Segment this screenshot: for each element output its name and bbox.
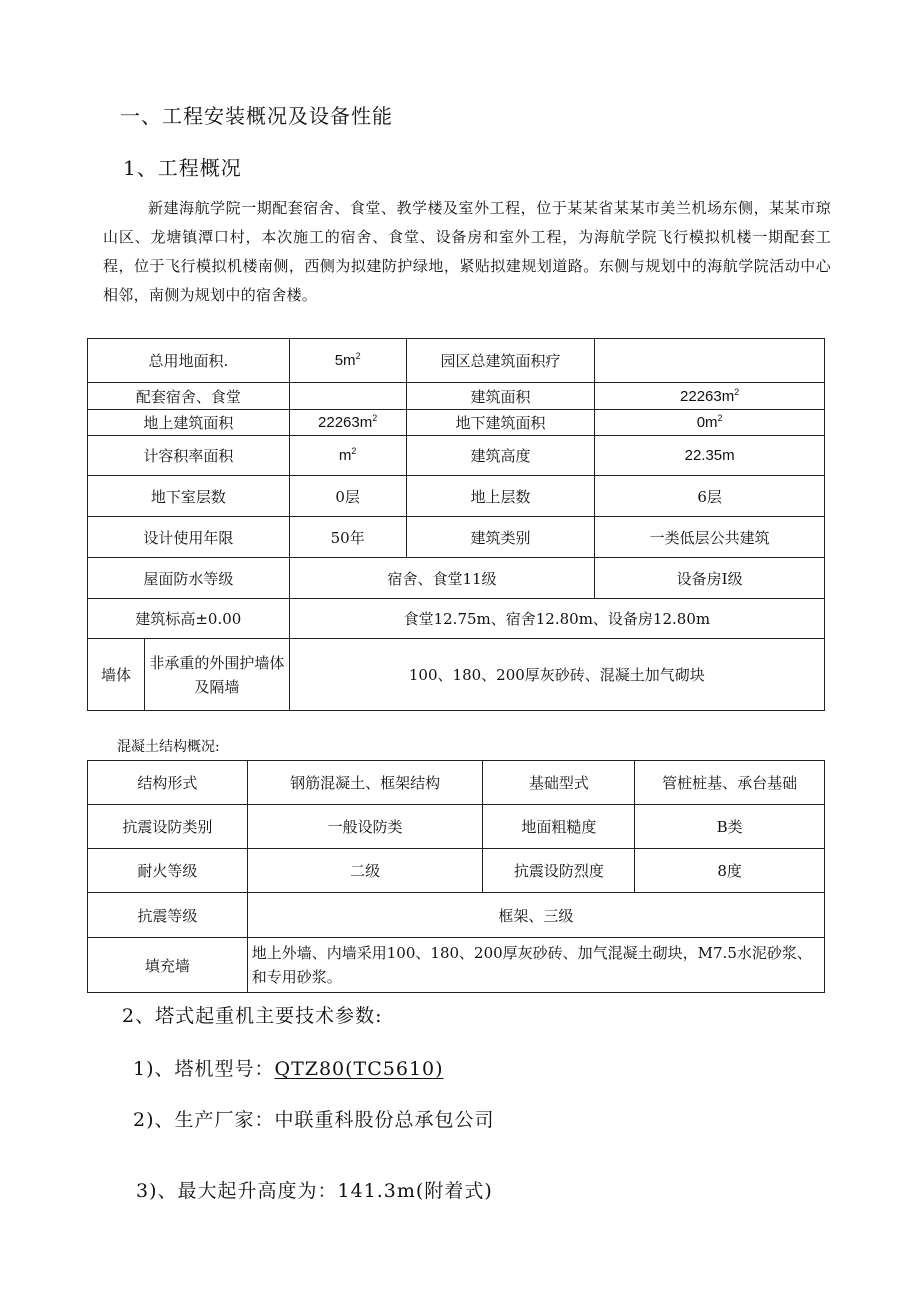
table-cell: 设备房I级	[595, 558, 825, 599]
table-cell: 100、180、200厚灰砂砖、混凝土加气砌块	[289, 639, 824, 711]
table-cell: 地面粗糙度	[483, 805, 635, 849]
concrete-structure-caption: 混凝土结构概况:	[117, 739, 220, 755]
table-cell: 屋面防水等级	[88, 558, 290, 599]
table-cell: 二级	[247, 849, 483, 893]
table-cell: 非承重的外围护墙体及隔墙	[144, 639, 289, 711]
crane-parameters-heading: 2、塔式起重机主要技术参数:	[122, 1005, 383, 1027]
max-lift-height-line: 3)、最大起升高度为：141.3m(附着式)	[136, 1180, 493, 1202]
table-cell: 食堂12.75m、宿舍12.80m、设备房12.80m	[289, 599, 824, 639]
project-info-table	[87, 338, 825, 711]
table-cell: 钢筋混凝土、框架结构	[247, 761, 483, 805]
table-cell: 一般设防类	[247, 805, 483, 849]
table-cell: 耐火等级	[88, 849, 248, 893]
table-cell: 总用地面积.	[88, 339, 290, 383]
table-cell: $22263m^2$	[595, 383, 825, 410]
table-cell: 管桩桩基、承台基础	[635, 761, 825, 805]
table-cell: 地上外墙、内墙采用100、180、200厚灰砂砖、加气混凝土砌块，M7.5水泥砂浆、和专用砂浆。	[247, 938, 824, 993]
table-cell: $0m^2$	[595, 410, 825, 436]
table-cell: 建筑类别	[406, 517, 595, 558]
table-row	[88, 938, 825, 993]
table-cell: 一类低层公共建筑	[595, 517, 825, 558]
table-row	[88, 893, 825, 938]
table-row	[88, 761, 825, 805]
table-cell: 园区总建筑面积疗	[406, 339, 595, 383]
table-row	[88, 383, 825, 410]
project-overview-paragraph: 新建海航学院一期配套宿舍、食堂、教学楼及室外工程，位于某某省某某市美兰机场东侧，某某市琼山区、龙塘镇潭口村，本次施工的宿舍、食堂、设备房和室外工程，为海航学院飞行模拟机楼一期配套工程，位于飞行模拟机楼南侧，西侧为拟建防护绿地，紧贴拟建规划道路。东侧与规划中的海航学院活动中心相邻，南侧为规划中的宿舍楼。	[103, 199, 831, 304]
table-cell: 50年	[289, 517, 406, 558]
table-cell: 建筑高度	[406, 436, 595, 476]
table-row	[88, 849, 825, 893]
table-cell: 配套宿舍、食堂	[88, 383, 290, 410]
table-cell	[289, 383, 406, 410]
subsection-heading-overview: 1、工程概况	[123, 156, 242, 180]
table-row	[88, 558, 825, 599]
table-cell: 地下建筑面积	[406, 410, 595, 436]
table-row	[88, 805, 825, 849]
table-cell: 地下室层数	[88, 476, 290, 517]
manufacturer-line: 2)、生产厂家：中联重科股份总承包公司	[133, 1109, 495, 1131]
table-row	[88, 639, 825, 711]
concrete-structure-table	[87, 760, 825, 993]
table-row	[88, 599, 825, 639]
table-cell: 墙体	[88, 639, 145, 711]
crane-model-label: 1)、塔机型号：	[133, 1058, 275, 1080]
table-cell: 建筑标高±0.00	[88, 599, 290, 639]
table-cell: 计容积率面积	[88, 436, 290, 476]
table-cell: 0层	[289, 476, 406, 517]
table-cell: 6层	[595, 476, 825, 517]
table-row	[88, 410, 825, 436]
table-cell: 地上层数	[406, 476, 595, 517]
table-row	[88, 339, 825, 383]
table-cell: B类	[635, 805, 825, 849]
table-cell: 基础型式	[483, 761, 635, 805]
table-cell: 8度	[635, 849, 825, 893]
table-cell: 22.35m	[595, 436, 825, 476]
table-cell	[595, 339, 825, 383]
table-cell: 设计使用年限	[88, 517, 290, 558]
table-cell: 建筑面积	[406, 383, 595, 410]
table-cell: 抗震设防烈度	[483, 849, 635, 893]
table-cell: 抗震设防类别	[88, 805, 248, 849]
table-row	[88, 476, 825, 517]
table-row	[88, 436, 825, 476]
crane-model-line	[133, 1054, 444, 1081]
table-cell: 地上建筑面积	[88, 410, 290, 436]
crane-model-value: QTZ80(TC5610)	[274, 1058, 444, 1080]
table-cell: 抗震等级	[88, 893, 248, 938]
table-cell: $m^2$	[289, 436, 406, 476]
table-cell: 填充墙	[88, 938, 248, 993]
table-cell: $22263m^2$	[289, 410, 406, 436]
table-cell: $5m^2$	[289, 339, 406, 383]
table-cell: 宿舍、食堂11级	[289, 558, 595, 599]
table-cell: 框架、三级	[247, 893, 824, 938]
table-row	[88, 517, 825, 558]
table-cell: 结构形式	[88, 761, 248, 805]
section-heading-1: 一、工程安装概况及设备性能	[120, 104, 393, 128]
